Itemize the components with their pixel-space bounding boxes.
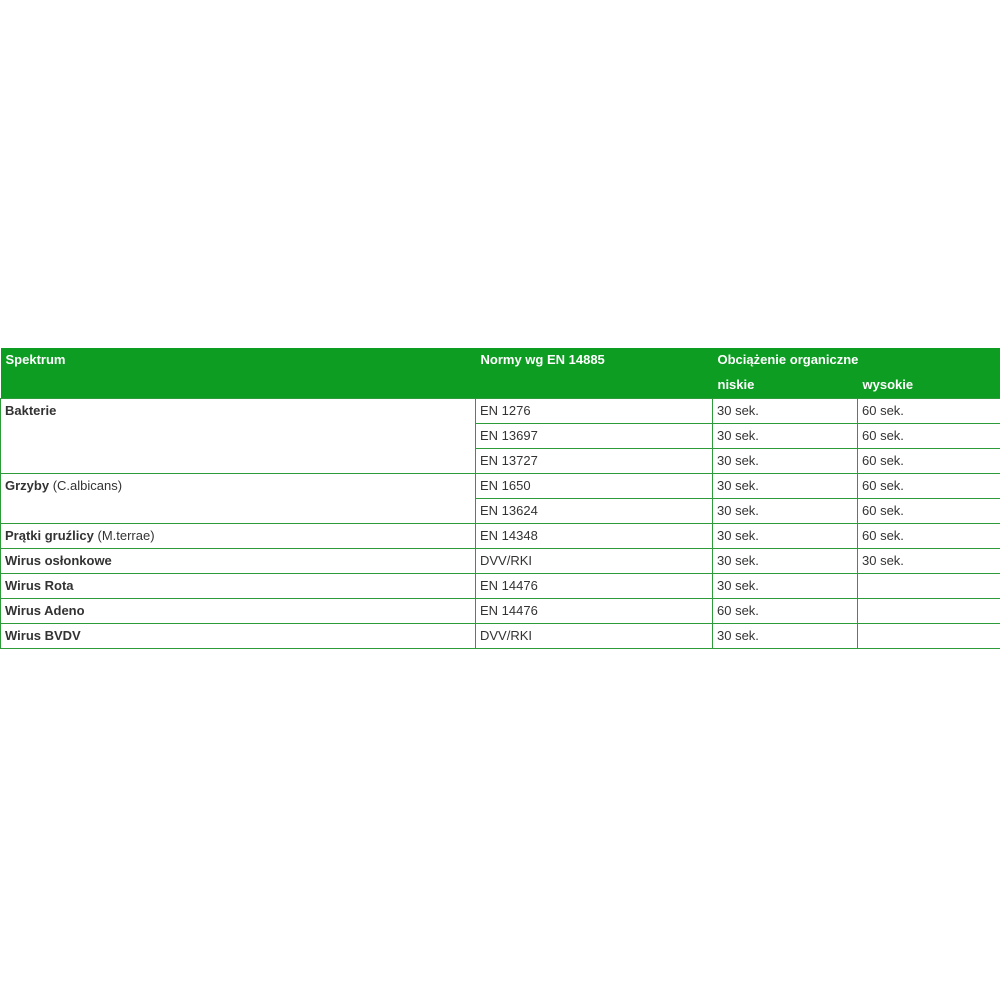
header-obciazenie: Obciążenie organiczne	[713, 348, 1000, 373]
norma-cell: EN 1276	[476, 398, 713, 423]
table-row	[1, 523, 1000, 548]
wysokie-cell: 60 sek.	[858, 423, 1000, 448]
spektrum-detail: (C.albicans)	[49, 477, 123, 493]
norma-cell: EN 13624	[476, 498, 713, 523]
header-niskie: niskie	[713, 373, 858, 398]
table-row	[1, 598, 1000, 623]
niskie-cell: 30 sek.	[713, 448, 858, 473]
norma-cell: EN 13697	[476, 423, 713, 448]
niskie-cell: 30 sek.	[713, 423, 858, 448]
header-row-1	[1, 348, 1000, 373]
niskie-cell: 30 sek.	[713, 498, 858, 523]
spektrum-cell	[1, 623, 476, 648]
norma-cell: EN 14348	[476, 523, 713, 548]
wysokie-cell	[858, 573, 1000, 598]
spektrum-name: Wirus BVDV	[5, 627, 81, 643]
norma-cell: EN 1650	[476, 473, 713, 498]
niskie-cell: 60 sek.	[713, 598, 858, 623]
spektrum-cell	[1, 473, 476, 523]
table-row	[1, 623, 1000, 648]
table-row	[1, 573, 1000, 598]
spektrum-name: Wirus Rota	[5, 577, 74, 593]
norma-cell: EN 14476	[476, 598, 713, 623]
norma-cell: EN 13727	[476, 448, 713, 473]
niskie-cell: 30 sek.	[713, 473, 858, 498]
spektrum-cell	[1, 548, 476, 573]
spektrum-name: Prątki gruźlicy	[5, 527, 94, 543]
niskie-cell: 30 sek.	[713, 398, 858, 423]
wysokie-cell: 30 sek.	[858, 548, 1000, 573]
spektrum-detail: (M.terrae)	[93, 527, 155, 543]
spektrum-name: Wirus Adeno	[5, 602, 85, 618]
norma-cell: EN 14476	[476, 573, 713, 598]
header-spektrum: Spektrum	[1, 348, 476, 398]
spektrum-cell	[1, 523, 476, 548]
wysokie-cell: 60 sek.	[858, 448, 1000, 473]
table-body	[1, 398, 1000, 648]
niskie-cell: 30 sek.	[713, 573, 858, 598]
spektrum-name: Grzyby	[5, 477, 50, 493]
table-header	[1, 348, 1000, 398]
wysokie-cell: 60 sek.	[858, 398, 1000, 423]
header-wysokie: wysokie	[858, 373, 1000, 398]
wysokie-cell: 60 sek.	[858, 473, 1000, 498]
spektrum-cell	[1, 398, 476, 473]
spektrum-cell	[1, 573, 476, 598]
norma-cell: DVV/RKI	[476, 548, 713, 573]
wysokie-cell	[858, 598, 1000, 623]
spektrum-cell	[1, 598, 476, 623]
table-row	[1, 473, 1000, 498]
header-normy: Normy wg EN 14885	[476, 348, 713, 398]
wysokie-cell: 60 sek.	[858, 498, 1000, 523]
wysokie-cell: 60 sek.	[858, 523, 1000, 548]
niskie-cell: 30 sek.	[713, 523, 858, 548]
table-row	[1, 548, 1000, 573]
spectrum-table	[0, 348, 1000, 649]
norma-cell: DVV/RKI	[476, 623, 713, 648]
spektrum-name: Bakterie	[5, 402, 57, 418]
wysokie-cell	[858, 623, 1000, 648]
table-row	[1, 398, 1000, 423]
niskie-cell: 30 sek.	[713, 548, 858, 573]
niskie-cell: 30 sek.	[713, 623, 858, 648]
spektrum-name: Wirus osłonkowe	[5, 552, 112, 568]
